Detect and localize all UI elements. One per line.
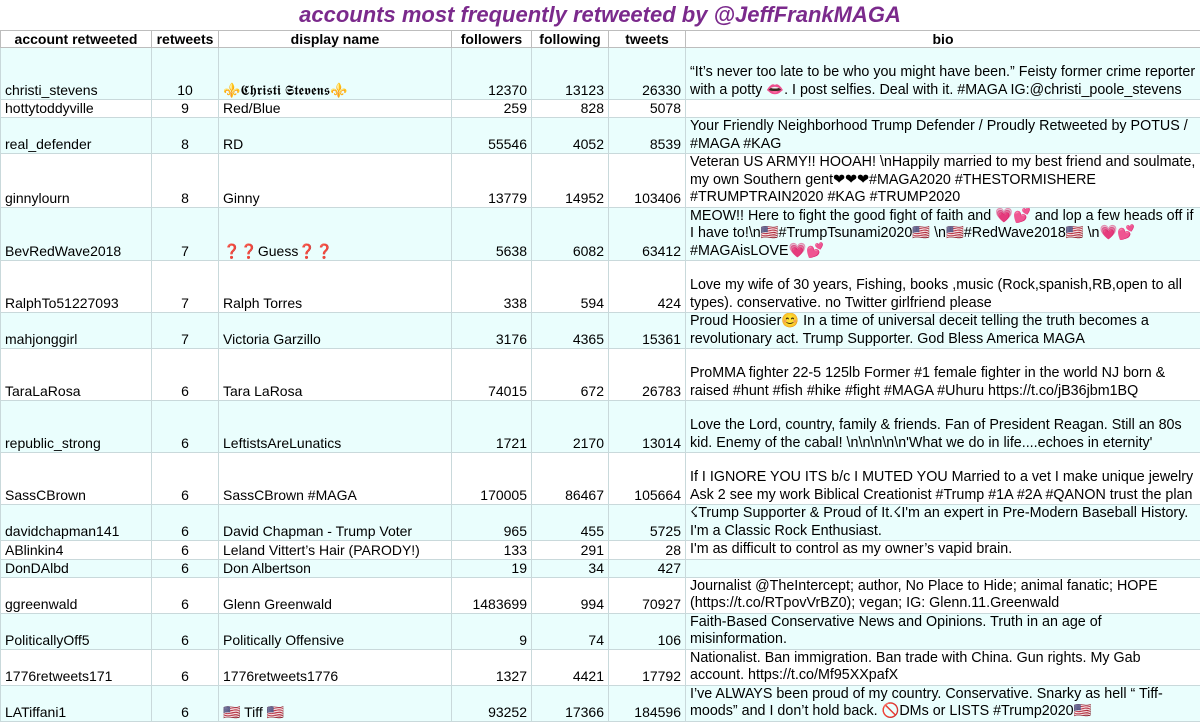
cell-followers: 965	[452, 505, 532, 541]
cell-tweets: 13014	[609, 401, 686, 453]
cell-tweets: 5725	[609, 505, 686, 541]
cell-retweets: 7	[152, 261, 219, 313]
cell-retweets: 6	[152, 649, 219, 685]
header-display-name: display name	[219, 31, 452, 48]
cell-retweets: 8	[152, 154, 219, 208]
cell-display-name: RD	[219, 118, 452, 154]
cell-following: 74	[532, 613, 609, 649]
cell-bio: ☇Trump Supporter & Proud of It.☇I'm an expert in Pre-Modern Baseball History. I'm a Classic Rock Enthusiast.	[686, 505, 1200, 541]
cell-following: 994	[532, 577, 609, 613]
cell-display-name: Victoria Garzillo	[219, 313, 452, 349]
cell-followers: 133	[452, 541, 532, 560]
cell-account: real_defender	[1, 118, 152, 154]
cell-account: PoliticallyOff5	[1, 613, 152, 649]
cell-followers: 1721	[452, 401, 532, 453]
table-row	[1, 559, 1200, 577]
cell-followers: 13779	[452, 154, 532, 208]
cell-following: 828	[532, 100, 609, 118]
header-followers: followers	[452, 31, 532, 48]
header-row	[1, 31, 1200, 48]
table-row	[1, 100, 1200, 118]
cell-tweets: 26330	[609, 48, 686, 100]
cell-bio: Love my wife of 30 years, Fishing, books ,music (Rock,spanish,RB,open to all types). conservative. no Twitter girlfriend please	[686, 261, 1200, 313]
cell-account: BevRedWave2018	[1, 207, 152, 261]
cell-account: mahjonggirl	[1, 313, 152, 349]
cell-display-name: Red/Blue	[219, 100, 452, 118]
cell-following: 4052	[532, 118, 609, 154]
table-title: accounts most frequently retweeted by @JeffFrankMAGA	[0, 0, 1200, 30]
cell-tweets: 106	[609, 613, 686, 649]
cell-bio: Nationalist. Ban immigration. Ban trade with China. Gun rights. My Gab account. https://t.co/Mf95XXpafX	[686, 649, 1200, 685]
cell-account: 1776retweets171	[1, 649, 152, 685]
cell-following: 34	[532, 559, 609, 577]
cell-followers: 12370	[452, 48, 532, 100]
cell-display-name: Leland Vittert’s Hair (PARODY!)	[219, 541, 452, 560]
cell-following: 14952	[532, 154, 609, 208]
table-row	[1, 685, 1200, 721]
cell-followers: 3176	[452, 313, 532, 349]
cell-tweets: 5078	[609, 100, 686, 118]
cell-bio: ProMMA fighter 22-5 125lb Former #1 female fighter in the world NJ born & raised #hunt #fish #hike #fight #MAGA #Uhuru https://t.co/jB36jbm1BQ	[686, 349, 1200, 401]
cell-tweets: 8539	[609, 118, 686, 154]
cell-bio: Proud Hoosier😊 In a time of universal deceit telling the truth becomes a revolutionary act. Trump Supporter. God Bless America MAGA	[686, 313, 1200, 349]
cell-following: 594	[532, 261, 609, 313]
cell-following: 13123	[532, 48, 609, 100]
cell-retweets: 6	[152, 577, 219, 613]
cell-followers: 74015	[452, 349, 532, 401]
cell-bio: Faith-Based Conservative News and Opinions. Truth in an age of misinformation.	[686, 613, 1200, 649]
table-row	[1, 613, 1200, 649]
cell-followers: 9	[452, 613, 532, 649]
cell-tweets: 427	[609, 559, 686, 577]
cell-account: DonDAlbd	[1, 559, 152, 577]
cell-display-name: LeftistsAreLunatics	[219, 401, 452, 453]
cell-following: 672	[532, 349, 609, 401]
cell-bio: Veteran US ARMY!! HOOAH! \nHappily married to my best friend and soulmate, my own Southern gent❤❤❤#MAGA2020 #THESTORMISHERE #TRUMPTRAIN2020 #KAG #TRUMP2020	[686, 154, 1200, 208]
cell-following: 6082	[532, 207, 609, 261]
cell-retweets: 6	[152, 349, 219, 401]
cell-followers: 338	[452, 261, 532, 313]
cell-bio: “It’s never too late to be who you might have been.” Feisty former crime reporter with a potty 👄. I post selfies. Deal with it. #MAGA IG:@christi_poole_stevens	[686, 48, 1200, 100]
cell-display-name: ⚜️𝕮𝖍𝖗𝖎𝖘𝖙𝖎 𝕾𝖙𝖊𝖛𝖊𝖓𝖘⚜️	[219, 48, 452, 100]
cell-following: 17366	[532, 685, 609, 721]
retweet-accounts-table	[0, 30, 1200, 722]
cell-retweets: 7	[152, 313, 219, 349]
cell-retweets: 6	[152, 559, 219, 577]
table-row	[1, 118, 1200, 154]
cell-display-name: Don Albertson	[219, 559, 452, 577]
cell-bio	[686, 100, 1200, 118]
cell-retweets: 6	[152, 453, 219, 505]
cell-following: 4365	[532, 313, 609, 349]
cell-display-name: 🇺🇸 Tiff 🇺🇸	[219, 685, 452, 721]
cell-followers: 259	[452, 100, 532, 118]
cell-tweets: 15361	[609, 313, 686, 349]
cell-bio	[686, 559, 1200, 577]
table-row	[1, 154, 1200, 208]
cell-retweets: 6	[152, 401, 219, 453]
cell-display-name: David Chapman - Trump Voter	[219, 505, 452, 541]
cell-retweets: 6	[152, 505, 219, 541]
table-row	[1, 577, 1200, 613]
cell-followers: 5638	[452, 207, 532, 261]
cell-followers: 19	[452, 559, 532, 577]
cell-account: RalphTo51227093	[1, 261, 152, 313]
cell-bio: I'm as difficult to control as my owner’s vapid brain.	[686, 541, 1200, 560]
cell-retweets: 8	[152, 118, 219, 154]
cell-account: LATiffani1	[1, 685, 152, 721]
cell-tweets: 63412	[609, 207, 686, 261]
cell-tweets: 184596	[609, 685, 686, 721]
cell-bio: Your Friendly Neighborhood Trump Defender / Proudly Retweeted by POTUS / #MAGA #KAG	[686, 118, 1200, 154]
cell-followers: 93252	[452, 685, 532, 721]
cell-retweets: 6	[152, 541, 219, 560]
header-account: account retweeted	[1, 31, 152, 48]
cell-followers: 170005	[452, 453, 532, 505]
cell-bio: I’ve ALWAYS been proud of my country. Conservative. Snarky as hell “ Tiff-moods” and I don’t hold back. 🚫DMs or LISTS #Trump2020🇺🇸	[686, 685, 1200, 721]
table-row	[1, 261, 1200, 313]
cell-account: davidchapman141	[1, 505, 152, 541]
header-tweets: tweets	[609, 31, 686, 48]
cell-display-name: ❓❓Guess❓❓	[219, 207, 452, 261]
cell-account: hottytoddyville	[1, 100, 152, 118]
cell-bio: Journalist @TheIntercept; author, No Place to Hide; animal fanatic; HOPE (https://t.co/RTpovVrBZ0); vegan; IG: Glenn.11.Greenwald	[686, 577, 1200, 613]
table-row	[1, 313, 1200, 349]
cell-account: christi_stevens	[1, 48, 152, 100]
cell-display-name: Politically Offensive	[219, 613, 452, 649]
cell-tweets: 70927	[609, 577, 686, 613]
table-row	[1, 453, 1200, 505]
cell-following: 291	[532, 541, 609, 560]
table-row	[1, 48, 1200, 100]
cell-tweets: 17792	[609, 649, 686, 685]
cell-bio: Love the Lord, country, family & friends. Fan of President Reagan. Still an 80s kid. Enemy of the cabal! \n\n\n\n\n'What we do in life....echoes in eternity'	[686, 401, 1200, 453]
cell-retweets: 10	[152, 48, 219, 100]
cell-display-name: Tara LaRosa	[219, 349, 452, 401]
cell-followers: 1483699	[452, 577, 532, 613]
cell-retweets: 6	[152, 685, 219, 721]
cell-display-name: SassCBrown #MAGA	[219, 453, 452, 505]
table-row	[1, 541, 1200, 560]
cell-display-name: Ralph Torres	[219, 261, 452, 313]
header-following: following	[532, 31, 609, 48]
cell-account: ABlinkin4	[1, 541, 152, 560]
cell-account: TaraLaRosa	[1, 349, 152, 401]
cell-retweets: 9	[152, 100, 219, 118]
cell-following: 2170	[532, 401, 609, 453]
table-row	[1, 505, 1200, 541]
cell-account: SassCBrown	[1, 453, 152, 505]
cell-bio: If I IGNORE YOU ITS b/c I MUTED YOU Married to a vet I make unique jewelry Ask 2 see my work Biblical Creationist #Trump #1A #2A #QANON trust the plan	[686, 453, 1200, 505]
cell-following: 455	[532, 505, 609, 541]
cell-tweets: 424	[609, 261, 686, 313]
cell-followers: 1327	[452, 649, 532, 685]
table-row	[1, 207, 1200, 261]
table-row	[1, 649, 1200, 685]
cell-tweets: 26783	[609, 349, 686, 401]
table-row	[1, 349, 1200, 401]
cell-tweets: 105664	[609, 453, 686, 505]
cell-account: republic_strong	[1, 401, 152, 453]
header-retweets: retweets	[152, 31, 219, 48]
cell-display-name: 1776retweets1776	[219, 649, 452, 685]
cell-display-name: Ginny	[219, 154, 452, 208]
cell-retweets: 7	[152, 207, 219, 261]
cell-bio: MEOW!! Here to fight the good fight of faith and 💗💕 and lop a few heads off if I have to!\n🇺🇸#TrumpTsunami2020🇺🇸 \n🇺🇸#RedWave2018🇺🇸 \n💗💕#MAGAisLOVE💗💕	[686, 207, 1200, 261]
cell-account: ggreenwald	[1, 577, 152, 613]
cell-followers: 55546	[452, 118, 532, 154]
header-bio: bio	[686, 31, 1200, 48]
cell-following: 4421	[532, 649, 609, 685]
cell-account: ginnylourn	[1, 154, 152, 208]
table-row	[1, 401, 1200, 453]
cell-display-name: Glenn Greenwald	[219, 577, 452, 613]
cell-tweets: 103406	[609, 154, 686, 208]
cell-following: 86467	[532, 453, 609, 505]
cell-retweets: 6	[152, 613, 219, 649]
cell-tweets: 28	[609, 541, 686, 560]
